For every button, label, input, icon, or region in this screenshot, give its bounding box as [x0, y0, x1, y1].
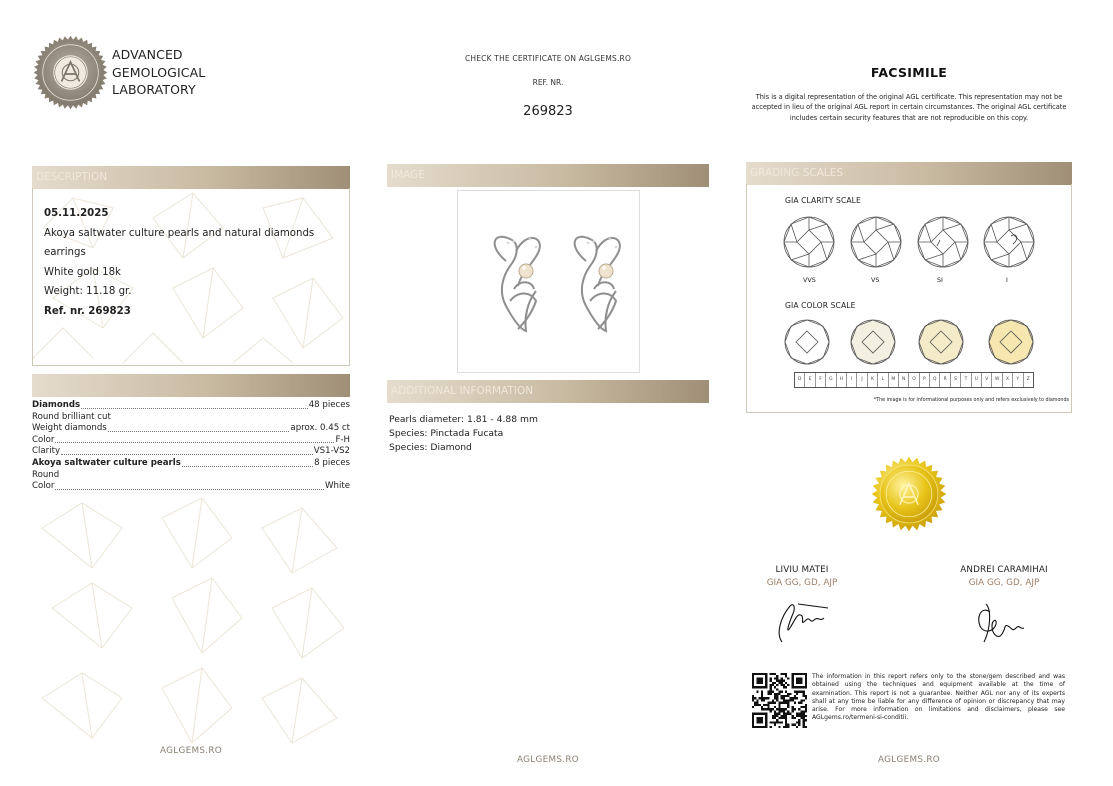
details-header-bar: [32, 374, 350, 397]
detail-row: [32, 435, 350, 447]
color-diamonds: [783, 318, 1043, 368]
facsimile-note: This is a digital representation of the original AGL certificate. This representation may not be accepted in lieu of the original AGL report in certain circumstances. The original AGL certificate includes certain security features that are not reproducible on this copy.: [751, 93, 1067, 122]
color-grade-t: T: [961, 373, 971, 387]
color-grade-w: W: [992, 373, 1002, 387]
clarity-label-vvs: VVS: [803, 276, 816, 284]
detail-row: [32, 412, 350, 424]
detail-value: 48 pieces: [308, 400, 350, 410]
color-grade-q: Q: [930, 373, 940, 387]
color-grade-o: O: [909, 373, 919, 387]
disclaimer-text: The information in this report refers only to the stone/gem described and was obtained using the techniques and equipment available at the time of examination. This report is not a guarantee. Neither AGL nor any of its experts shall at any time be liable for any difference of opinion or discrepancy that may arise. For more information on limitations and disclaimers, please see AGLgems.ro/termeni-si-conditii.: [812, 673, 1065, 722]
color-grade-m: M: [889, 373, 899, 387]
color-grade-e: E: [805, 373, 815, 387]
logo-line-3: LABORATORY: [112, 82, 196, 97]
color-grade-i: I: [847, 373, 857, 387]
clarity-label-vs: VS: [871, 276, 880, 284]
gold-certification-seal: [871, 456, 947, 532]
item-weight: Weight: 11.18 gr.: [44, 286, 132, 298]
agl-seal-logo: [33, 35, 108, 110]
detail-row: [32, 446, 350, 458]
dot-leader: [108, 431, 290, 432]
dot-leader: [61, 454, 313, 455]
dot-leader: [55, 442, 334, 443]
signature-1: [772, 598, 832, 646]
image-header: IMAGE: [387, 164, 709, 187]
diamond-species: Species: Diamond: [389, 442, 472, 453]
dot-leader: [81, 408, 308, 409]
footer-website-right[interactable]: AGLGEMS.RO: [878, 755, 940, 765]
details-table: [32, 400, 350, 493]
dot-leader: [182, 466, 313, 467]
dot-leader: [55, 489, 324, 490]
color-grade-f: F: [816, 373, 826, 387]
additional-information-header: ADDITIONAL INFORMATION: [387, 380, 709, 403]
clarity-label-i: I: [1006, 276, 1008, 284]
metal-type: White gold 18k: [44, 266, 121, 278]
footer-website-center[interactable]: AGLGEMS.RO: [517, 755, 579, 765]
grading-scales-panel: [746, 184, 1072, 413]
detail-row: [32, 470, 350, 482]
color-grade-l: L: [878, 373, 888, 387]
signer-credentials-1: GIA GG, GD, AJP: [766, 578, 838, 588]
detail-value: VS1-VS2: [313, 446, 350, 457]
detail-row: [32, 400, 350, 412]
diamond-pattern-lower: [32, 498, 350, 746]
check-certificate-text: CHECK THE CERTIFICATE ON AGLGEMS.RO: [464, 54, 632, 63]
color-grade-n: N: [899, 373, 909, 387]
detail-label: Weight diamonds: [32, 423, 107, 434]
color-scale-title: GIA COLOR SCALE: [785, 301, 856, 310]
detail-label: Akoya saltwater culture pearls: [32, 457, 181, 468]
earrings-illustration: [458, 191, 639, 372]
color-grade-h: H: [837, 373, 847, 387]
color-grade-x: X: [1003, 373, 1013, 387]
color-grade-y: Y: [1013, 373, 1023, 387]
detail-label: Round: [32, 469, 60, 480]
detail-label: Round brilliant cut: [32, 411, 111, 422]
color-grade-u: U: [972, 373, 982, 387]
color-grade-r: R: [940, 373, 950, 387]
color-grade-strip: [794, 372, 1034, 388]
signer-credentials-2: GIA GG, GD, AJP: [968, 578, 1040, 588]
facsimile-title: FACSIMILE: [870, 65, 948, 80]
item-description-line-1: Akoya saltwater culture pearls and natural diamonds: [44, 227, 315, 239]
color-grade-v: V: [982, 373, 992, 387]
description-header: DESCRIPTION: [32, 166, 350, 189]
color-grade-k: K: [868, 373, 878, 387]
logo-line-2: GEMOLOGICAL: [112, 64, 206, 80]
signer-name-1: LIVIU MATEI: [775, 565, 829, 575]
color-grade-j: J: [857, 373, 867, 387]
color-grade-d: D: [795, 373, 805, 387]
detail-value: 8 pieces: [314, 457, 350, 468]
color-grade-g: G: [826, 373, 836, 387]
description-body: [44, 204, 341, 322]
clarity-scale-title: GIA CLARITY SCALE: [785, 196, 861, 205]
ref-number-line: Ref. nr. 269823: [44, 305, 131, 317]
detail-label: Diamonds: [32, 400, 81, 410]
color-grade-s: S: [951, 373, 961, 387]
detail-row: [32, 423, 350, 435]
detail-value: White: [325, 481, 350, 492]
item-description-line-2: earrings: [44, 247, 86, 259]
qr-code[interactable]: [752, 673, 807, 728]
detail-label: Color: [32, 481, 55, 492]
clarity-label-si: SI: [937, 276, 943, 284]
detail-value: aprox. 0.45 ct: [290, 423, 350, 434]
pearls-diameter: Pearls diameter: 1.81 - 4.88 mm: [389, 414, 538, 425]
logo-line-1: ADVANCED: [112, 47, 183, 62]
footer-website-left[interactable]: AGLGEMS.RO: [160, 746, 222, 756]
logo-text: [112, 46, 205, 99]
color-grade-z: Z: [1026, 377, 1030, 382]
ref-label: REF. NR.: [532, 78, 564, 87]
detail-value: F-H: [335, 434, 350, 445]
ref-number: 269823: [523, 104, 573, 119]
grading-scales-header: GRADING SCALES: [746, 162, 1072, 185]
detail-label: Clarity: [32, 446, 61, 457]
color-grade-p: P: [920, 373, 930, 387]
grading-note: *The image is for informational purposes only and refers exclusively to diamonds: [873, 398, 1069, 403]
detail-label: Color: [32, 434, 55, 445]
description-panel: [32, 188, 350, 366]
additional-information-body: [389, 413, 538, 455]
detail-row: [32, 458, 350, 470]
clarity-diamonds: [783, 214, 1043, 274]
signer-name-2: ANDREI CARAMIHAI: [960, 565, 1048, 575]
certificate-date: 05.11.2025: [44, 208, 109, 219]
product-image: [457, 190, 640, 373]
detail-row: [32, 481, 350, 493]
pearl-species: Species: Pinctada Fucata: [389, 428, 504, 439]
